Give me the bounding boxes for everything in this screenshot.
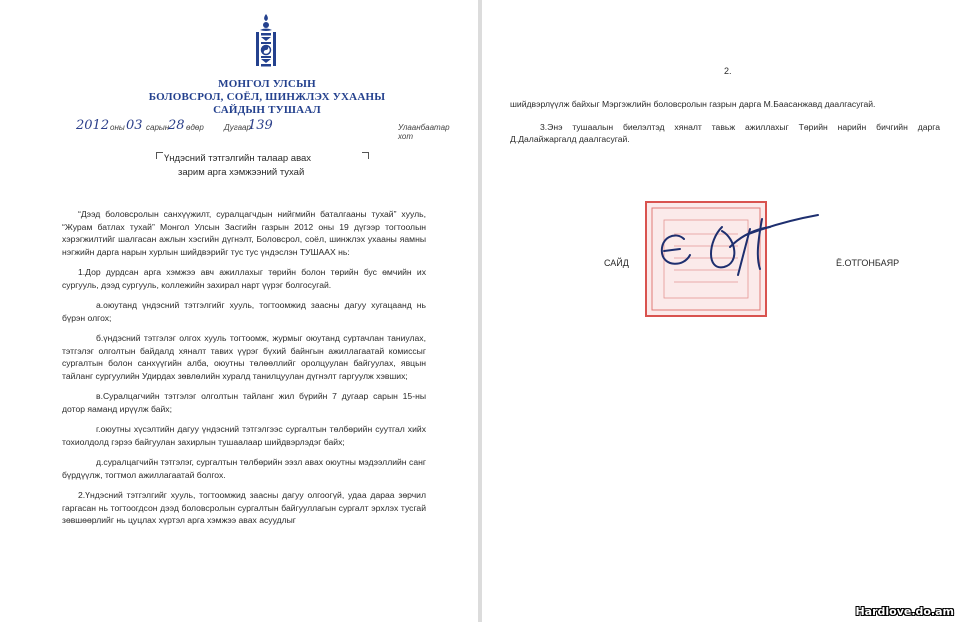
order-number-value: 139 [248,118,273,133]
signatory-title: САЙД [604,258,629,268]
page-number: 2. [724,66,732,76]
subject-line2: зарим арга хэмжээний тухай [178,167,305,178]
city-label: Улаанбаатар хот [398,123,450,141]
order-subject [164,152,374,180]
date-month: 03 [126,118,143,133]
date-day: 28 [168,118,185,133]
document-meta-row [72,118,462,141]
soyombo-emblem-icon [252,12,280,74]
watermark: Hardlove.do.am [855,605,954,618]
ministry-header-line2: БОЛОВСРОЛ, СОЁЛ, ШИНЖЛЭХ УХААНЫ [148,91,386,103]
body-intro: “Дээд боловсролын санхүүжилт, суралцагчдын нийгмийн баталгааны тухай” хууль, “Журам батлах тухай” Монгол Улсын Засгийн газрын 2012 оны 19 дүгээр тогтоолын хэрэгжилтийг шалгасан ажлын хэсгийн дүгнэлт, Боловсрол, соёл, шинжлэх ухааны яамны нэгжийн дарга нарын хурлын шийдвэрийг тус тус үндэслэн ТУШААХ нь: [62,209,426,257]
body-continuation: шийдвэрлүүлж байхыг Мэргэжлийн боловсролын газрын дарга М.Баасанжавд даалгасугай. [510,99,876,109]
body-item-a: а.оюутанд үндэсний тэтгэлгийг хууль, тогтоомжид заасны дагуу хугацаанд нь бүрэн олгох; [62,300,426,323]
page2-body [510,98,940,156]
body-paragraph-1: 1.Дор дурдсан арга хэмжээ авч ажиллахыг төрийн болон төрийн бус өмчийн их сургууль, дээд сургууль, коллежийн захирал нарт үүрэг болгосугай. [62,267,426,290]
ministry-header-line1: МОНГОЛ УЛСЫН [218,78,316,90]
body-item-b: б.үндэсний тэтгэлэг олгох хууль тогтоомж, журмыг оюутанд суртачлан таниулах, тэтгэлэг олголтын байдалд хяналт тавих үүрэг бүхий байнгын ажиллагаатай комиссыг сургалтын болон санхүүгийн алба, оюутны төлөөллийг оролцуулан байгуулах, явцын тайланг сургуулийн Удирдах зөвлөлийн хуралд танилцуулан дүгнэлт гаргуулж хэвших; [62,333,426,381]
date-month-suffix: сарын [146,123,170,132]
body-paragraph-2: 2.Үндэсний тэтгэлгийг хууль, тогтоомжид заасны дагуу олгоогүй, удаа дараа зөрчил гаргасан нь тогтоогдсон дээд боловсролын сургалтын байгууллагын сургалт эрхлэх тусгай зөвшөөрлийг нь цуцлах хүртэл арга хэмжээ авах асуудлыг [62,490,426,525]
order-body [62,208,426,535]
order-number-label: Дугаар [224,123,251,132]
body-item-d: д.суралцагчийн тэтгэлэг, сургалтын төлбөрийн ээзл авах оюутны мэдээллийн санг бүрдүүлж, тогтмол ажиллагаатай болгох. [62,457,426,480]
subject-bracket-left [156,152,163,159]
body-item-v: в.Суралцагчийн тэтгэлэг олголтын тайланг жил бүрийн 7 дугаар сарын 15-ны дотор яаманд ирүүлж байх; [62,391,426,414]
body-paragraph-3: 3.Энэ тушаалын биелэлтэд хяналт тавьж ажиллахыг Төрийн нарийн бичгийн дарга Д.Далайжаргалд даалгасугай. [510,121,940,144]
date-year: 2012 [76,118,110,133]
handwritten-signature-icon [650,205,820,285]
body-item-g: г.оюутны хүсэлтийн дагуу үндэсний тэтгэлгээс сургалтын төлбөрийн суутгал хийх тохиолдолд гэрээ байгуулан захирлын тушаалаар шийдвэрлэдэг байх; [62,424,426,447]
subject-line1: Үндэсний тэтгэлгийн талаар авах [164,153,312,164]
ministry-header-line3: САЙДЫН ТУШААЛ [213,104,321,116]
signatory-name: Ё.ОТГОНБАЯР [836,258,900,268]
date-year-suffix: оны [110,123,125,132]
date-day-suffix: өдөр [186,123,204,132]
